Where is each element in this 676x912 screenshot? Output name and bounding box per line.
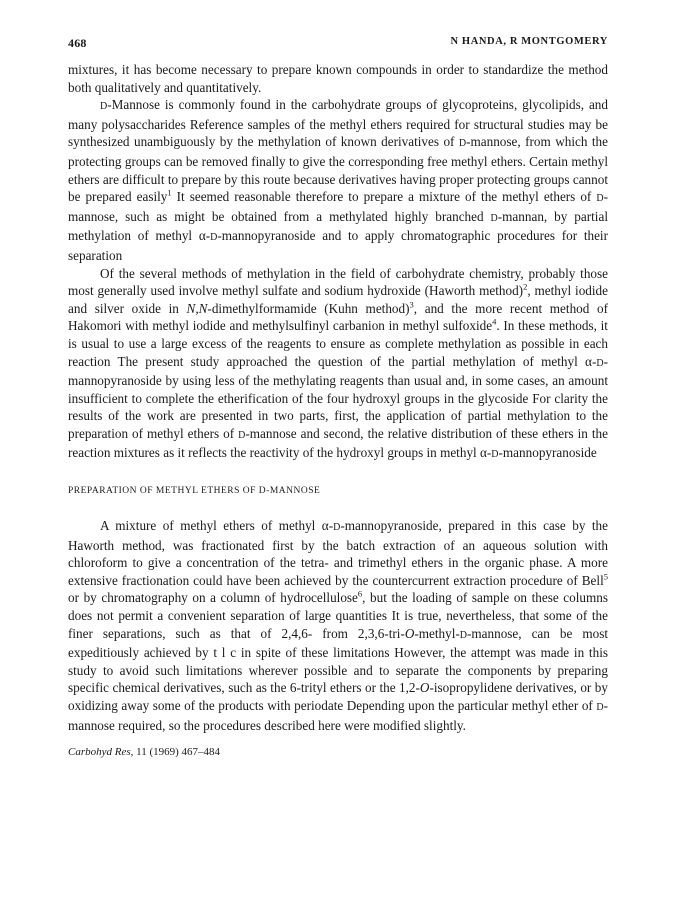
reference-1: 1 xyxy=(167,187,172,198)
paragraph-2: D-Mannose is commonly found in the carbohydrate groups of glycoproteins, glycolipids, and many polysaccharides Reference samples of the methyl ethers required for structural studies may be synthesized unambiguously by the methylation of known derivatives of D-mannose, from which the protecting groups can be removed finally to give the corresponding free methyl ethers. Certain methyl ethers are difficult to prepare by this route because derivatives having proper protecting groups cannot be prepared easily$^1$ It seemed reasonable therefore to prepare a mixture of the methyl ethers of D-mannose, such as might be obtained from a methylated highly branched D-mannan, by partial methylation of methyl α-D-mannopyranoside and to apply chromatographic procedures for their separation xyxy=(68,97,608,263)
running-header xyxy=(68,36,608,51)
paragraph-3: Of the several methods of methylation in the field of carbohydrate chemistry, probably those most generally used involve methyl sulfate and sodium hydroxide (Haworth method)$^2$, methyl iodide and silver oxide in N,N-dimethylformamide (Kuhn method)$^3$, and the more recent method of Hakomori with methyl iodide and methylsulfinyl carbanion in methyl sulfoxide$^4$. In these methods, it is usual to use a large excess of the reagents to ensure as complete methylation as possible in each reaction The present study approached the question of the partial methylation of methyl α-D-mannopyranoside by using less of the methylating reagents than usual and, in some cases, an amount insufficient to complete the etherification of the four hydroxyl groups in the glycoside For clarity the results of the work are presented in two parts, first, the application of partial methylation to the preparation of methyl ethers of D-mannose and second, the relative distribution of these ethers in the reaction mixtures as it reflects the reactivity of the hydroxyl groups in methyl α-D-mannopyranoside xyxy=(68,265,609,461)
citation-details: , 11 (1969) 467–484 xyxy=(130,746,221,759)
reference-3: 3 xyxy=(409,299,414,310)
page xyxy=(68,36,608,758)
journal-citation xyxy=(68,746,608,758)
reference-6: 6 xyxy=(357,589,363,600)
page-number: 468 xyxy=(68,36,87,50)
section-heading: PREPARATION OF METHYL ETHERS OF D-MANNOSE xyxy=(68,486,321,497)
reference-5: 5 xyxy=(603,571,608,582)
journal-name: Carbohyd Res xyxy=(68,746,131,759)
reference-2: 2 xyxy=(523,281,528,292)
reference-4: 4 xyxy=(492,316,497,327)
paragraph-4: A mixture of methyl ethers of methyl α-D-mannopyranoside, prepared in this case by the Haworth method, was fractionated first by the batch extraction of an aqueous solution with chloroform to give a concentration of the tetra- and trimethyl ethers in the organic phase. A more extensive fractionation could have been achieved by the countercurrent extraction procedure of Bell$^5$ or by chromatography on a column of hydrocellulose$^6$, but the loading of sample on these columns does not permit a convenient separation of large quantities It is true, nevertheless, that some of the finer separations, such as that of 2,4,6- from 2,3,6-tri-O-methyl-D-mannose, can be most expeditiously achieved by t l c in spite of these limitations However, the attempt was made in this study to avoid such limitations wherever possible and to separate the components by preparing specific chemical derivatives, such as the 6-trityl ethers or the 1,2-O-isopropylidene derivatives, or by oxidizing away some of the products with periodate Depending upon the particular methyl ether of D-mannose required, so the procedures described here were modified slightly. xyxy=(68,518,608,733)
paragraph-1: mixtures, it has become necessary to prepare known compounds in order to standardize the method both qualitatively and quantitatively. xyxy=(68,62,608,95)
running-head-authors: N HANDA, R MONTGOMERY xyxy=(450,36,608,47)
